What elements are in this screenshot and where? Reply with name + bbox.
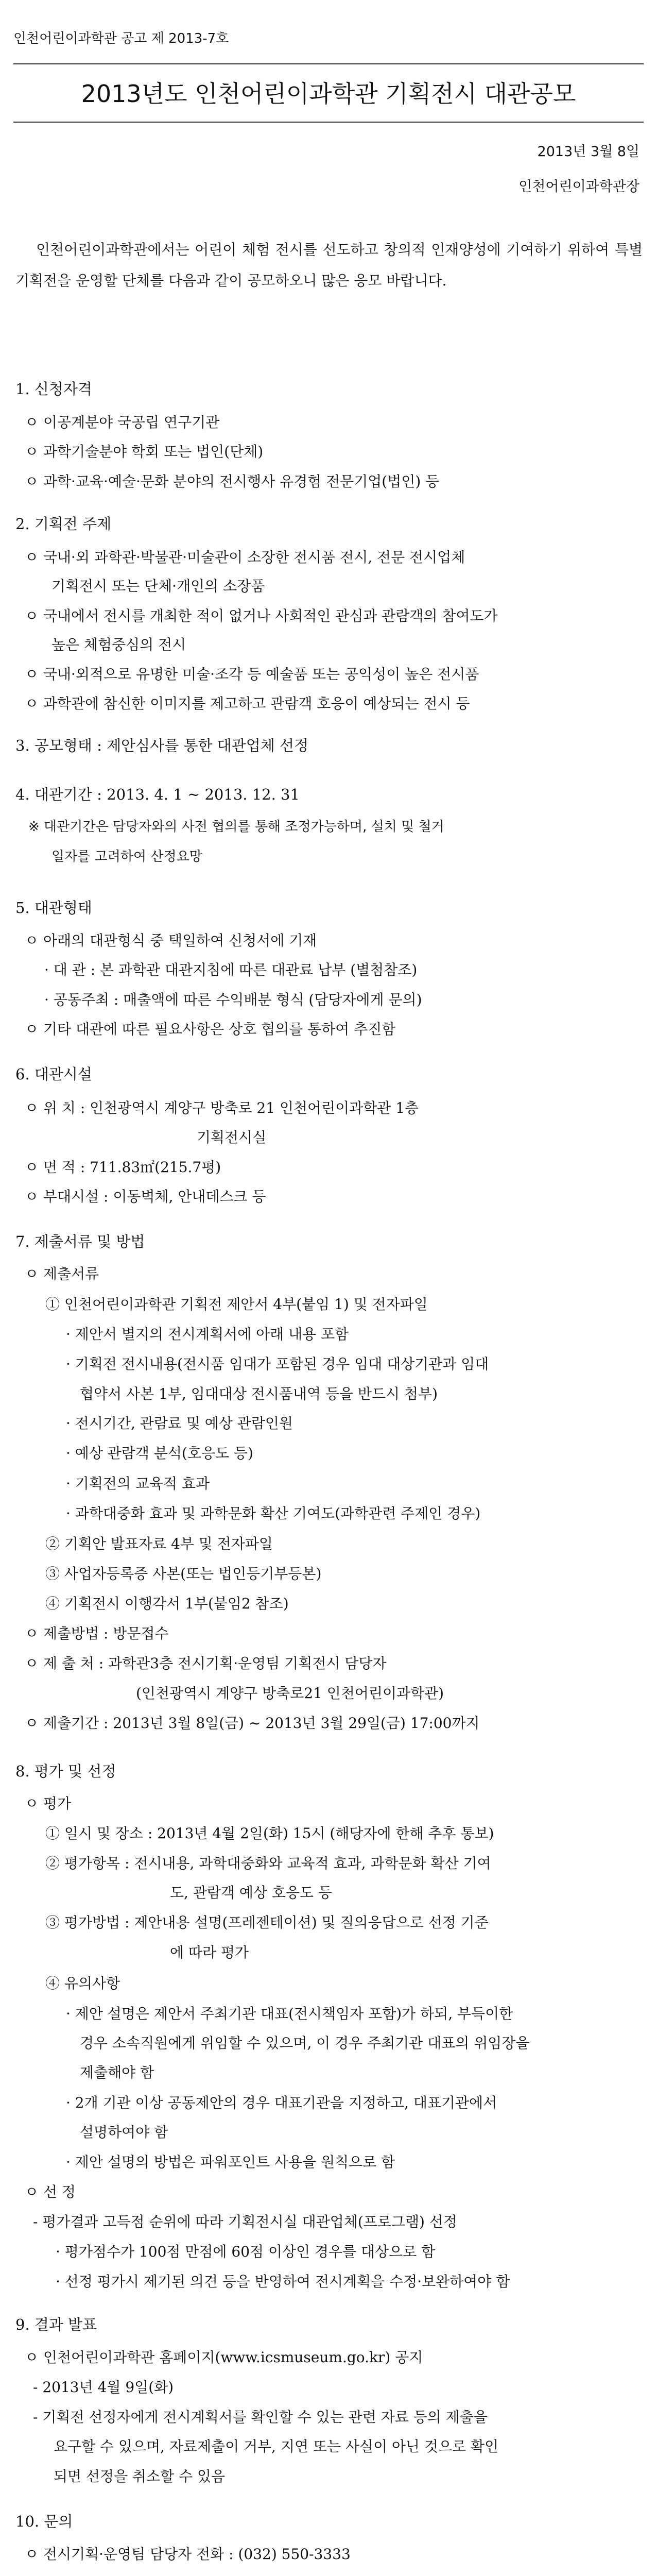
list-item: ① 일시 및 장소 : 2013년 4월 2일(화) 15시 (해당자에 한해 추후 통보) — [45, 1825, 494, 1842]
list-item: · 기획전의 교육적 효과 — [66, 1475, 210, 1492]
list-item: · 예상 관람객 분석(호응도 등) — [66, 1445, 253, 1462]
list-item: ④ 유의사항 — [45, 1975, 120, 1992]
list-item: ㅇ 과학기술분야 학회 또는 법인(단체) — [25, 443, 264, 460]
list-item: ④ 기획전시 이행각서 1부(붙임2 참조) — [45, 1595, 289, 1612]
list-item: · 공동주최 : 매출액에 따른 수익배분 형식 (담당자에게 문의) — [44, 991, 422, 1008]
list-item: ㅇ 전시기획·운영팀 담당자 전화 : (032) 550-3333 — [25, 2546, 351, 2563]
bottom-rule — [13, 122, 644, 123]
list-item: (인천광역시 계양구 방축로21 인천어린이과학관) — [136, 1685, 444, 1702]
list-item: 높은 체험중심의 전시 — [51, 636, 186, 653]
note-text: ※ 대관기간은 담당자와의 사전 협의를 통해 조정가능하며, 설치 및 철거 — [28, 819, 444, 835]
list-item: · 전시기간, 관람료 및 예상 관람인원 — [66, 1415, 293, 1432]
list-item: · 과학대중화 효과 및 과학문화 확산 기여도(과학관련 주제인 경우) — [66, 1505, 481, 1522]
list-item: ㅇ 평가 — [25, 1795, 72, 1812]
list-item: ③ 평가방법 : 제안내용 설명(프레젠테이션) 및 질의응답으로 선정 기준 — [45, 1914, 489, 1931]
list-item: 경우 소속직원에게 위임할 수 있으며, 이 경우 주최기관 대표의 위임장을 — [80, 2035, 530, 2052]
notice-date: 2013년 3월 8일 — [537, 144, 639, 160]
list-item: ㅇ 면 적 : 711.83㎡(215.7평) — [25, 1159, 221, 1176]
list-item: 에 따라 평가 — [170, 1944, 249, 1961]
list-item: ㅇ 과학·교육·예술·문화 분야의 전시행사 유경험 전문기업(법인) 등 — [25, 473, 440, 490]
list-item: ② 기획안 발표자료 4부 및 전자파일 — [45, 1535, 273, 1552]
list-item: ㅇ 이공계분야 국공립 연구기관 — [25, 414, 220, 431]
section-heading: 4. 대관기간 : 2013. 4. 1 ~ 2013. 12. 31 — [15, 786, 300, 803]
list-item: 기획전시 또는 단체·개인의 소장품 — [51, 578, 265, 595]
list-item: 설명하여야 함 — [80, 2124, 168, 2141]
list-item: ㅇ 제출서류 — [25, 1265, 99, 1282]
section-heading: 9. 결과 발표 — [15, 2316, 97, 2333]
note-text: 일자를 고려하여 산정요망 — [51, 849, 202, 865]
notice-number: 인천어린이과학관 공고 제 2013-7호 — [13, 31, 229, 46]
list-item: · 선정 평가시 제기된 의견 등을 반영하여 전시계획을 수정·보완하여야 함 — [56, 2273, 510, 2290]
list-item: ② 평가항목 : 전시내용, 과학대중화와 교육적 효과, 과학문화 확산 기여 — [45, 1855, 491, 1872]
list-item: - 2013년 4월 9일(화) — [33, 2379, 174, 2396]
list-item: 기획전시실 — [197, 1129, 267, 1146]
section-heading: 6. 대관시설 — [15, 1065, 92, 1083]
list-item: ㅇ 선 정 — [25, 2183, 76, 2200]
page-title: 2013년도 인천어린이과학관 기획전시 대관공모 — [81, 80, 576, 108]
list-item: ㅇ 인천어린이과학관 홈페이지(www.icsmuseum.go.kr) 공지 — [25, 2349, 423, 2366]
section-heading: 7. 제출서류 및 방법 — [15, 1233, 145, 1250]
section-heading: 5. 대관형태 — [15, 899, 92, 917]
list-item: ㅇ 제출방법 : 방문접수 — [25, 1625, 169, 1642]
list-item: 요구할 수 있으며, 자료제출이 거부, 지연 또는 사실이 아닌 것으로 확인 — [54, 2438, 499, 2455]
list-item: · 평가점수가 100점 만점에 60점 이상인 경우를 대상으로 함 — [56, 2243, 436, 2260]
section-heading: 10. 문의 — [15, 2513, 73, 2530]
section-heading: 2. 기획전 주제 — [15, 515, 112, 533]
list-item: ① 인천어린이과학관 기획전 제안서 4부(붙임 1) 및 전자파일 — [45, 1296, 428, 1313]
list-item: ㅇ 위 치 : 인천광역시 계양구 방축로 21 인천어린이과학관 1층 — [25, 1099, 419, 1116]
list-item: - 평가결과 고득점 순위에 따라 기획전시실 대관업체(프로그램) 선정 — [33, 2213, 457, 2230]
intro-paragraph: 인천어린이과학관에서는 어린이 체험 전시를 선도하고 창의적 인재양성에 기여하기 위하여 특별기획전을 운영할 단체를 다음과 같이 공모하오니 많은 응모 바랍니다. — [15, 241, 643, 289]
list-item: ㅇ 아래의 대관형식 중 택일하여 신청서에 기재 — [25, 932, 317, 949]
list-item: ㅇ 기타 대관에 따른 필요사항은 상호 협의를 통하여 추진함 — [25, 1021, 396, 1038]
list-item: ㅇ 제출기간 : 2013년 3월 8일(금) ~ 2013년 3월 29일(금) 17:00까지 — [25, 1715, 480, 1732]
list-item: - 기획전 선정자에게 전시계획서를 확인할 수 있는 관련 자료 등의 제출을 — [33, 2409, 488, 2426]
list-item: · 제안서 별지의 전시계획서에 아래 내용 포함 — [66, 1326, 349, 1343]
list-item: 제출해야 함 — [80, 2064, 154, 2081]
top-rule — [13, 63, 644, 64]
list-item: · 2개 기관 이상 공동제안의 경우 대표기관을 지정하고, 대표기관에서 — [66, 2094, 497, 2111]
list-item: · 기획전 전시내용(전시품 임대가 포함된 경우 임대 대상기관과 임대 — [66, 1355, 489, 1372]
list-item: · 제안 설명의 방법은 파워포인트 사용을 원칙으로 함 — [66, 2154, 395, 2171]
section-heading: 8. 평가 및 선정 — [15, 1762, 116, 1780]
list-item: ㅇ 제 출 처 : 과학관3층 전시기획·운영팀 기획전시 담당자 — [25, 1655, 387, 1672]
list-item: · 제안 설명은 제안서 주최기관 대표(전시책임자 포함)가 하되, 부득이한 — [66, 2005, 513, 2022]
section-heading: 3. 공모형태 : 제안심사를 통한 대관업체 선정 — [15, 737, 308, 754]
list-item: 도, 관람객 예상 호응도 등 — [170, 1884, 332, 1901]
issuer: 인천어린이과학관장 — [518, 179, 639, 195]
list-item: ㅇ 국내·외적으로 유명한 미술·조각 등 예술품 또는 공익성이 높은 전시품 — [25, 666, 479, 683]
list-item: 협약서 사본 1부, 임대대상 전시품내역 등을 반드시 첨부) — [80, 1385, 438, 1402]
section-heading: 1. 신청자격 — [15, 380, 92, 398]
list-item: ㅇ 과학관에 참신한 이미지를 제고하고 관람객 호응이 예상되는 전시 등 — [25, 695, 470, 712]
list-item: ㅇ 부대시설 : 이동벽체, 안내데스크 등 — [25, 1188, 266, 1205]
list-item: · 대 관 : 본 과학관 대관지침에 따른 대관료 납부 (별첨참조) — [44, 961, 418, 978]
list-item: ㅇ 국내·외 과학관·박물관·미술관이 소장한 전시품 전시, 전문 전시업체 — [25, 549, 465, 566]
list-item: ㅇ 국내에서 전시를 개최한 적이 없거나 사회적인 관심과 관람객의 참여도가 — [25, 607, 498, 624]
list-item: 되면 선정을 취소할 수 있음 — [54, 2468, 226, 2485]
list-item: ③ 사업자등록증 사본(또는 법인등기부등본) — [45, 1565, 322, 1582]
